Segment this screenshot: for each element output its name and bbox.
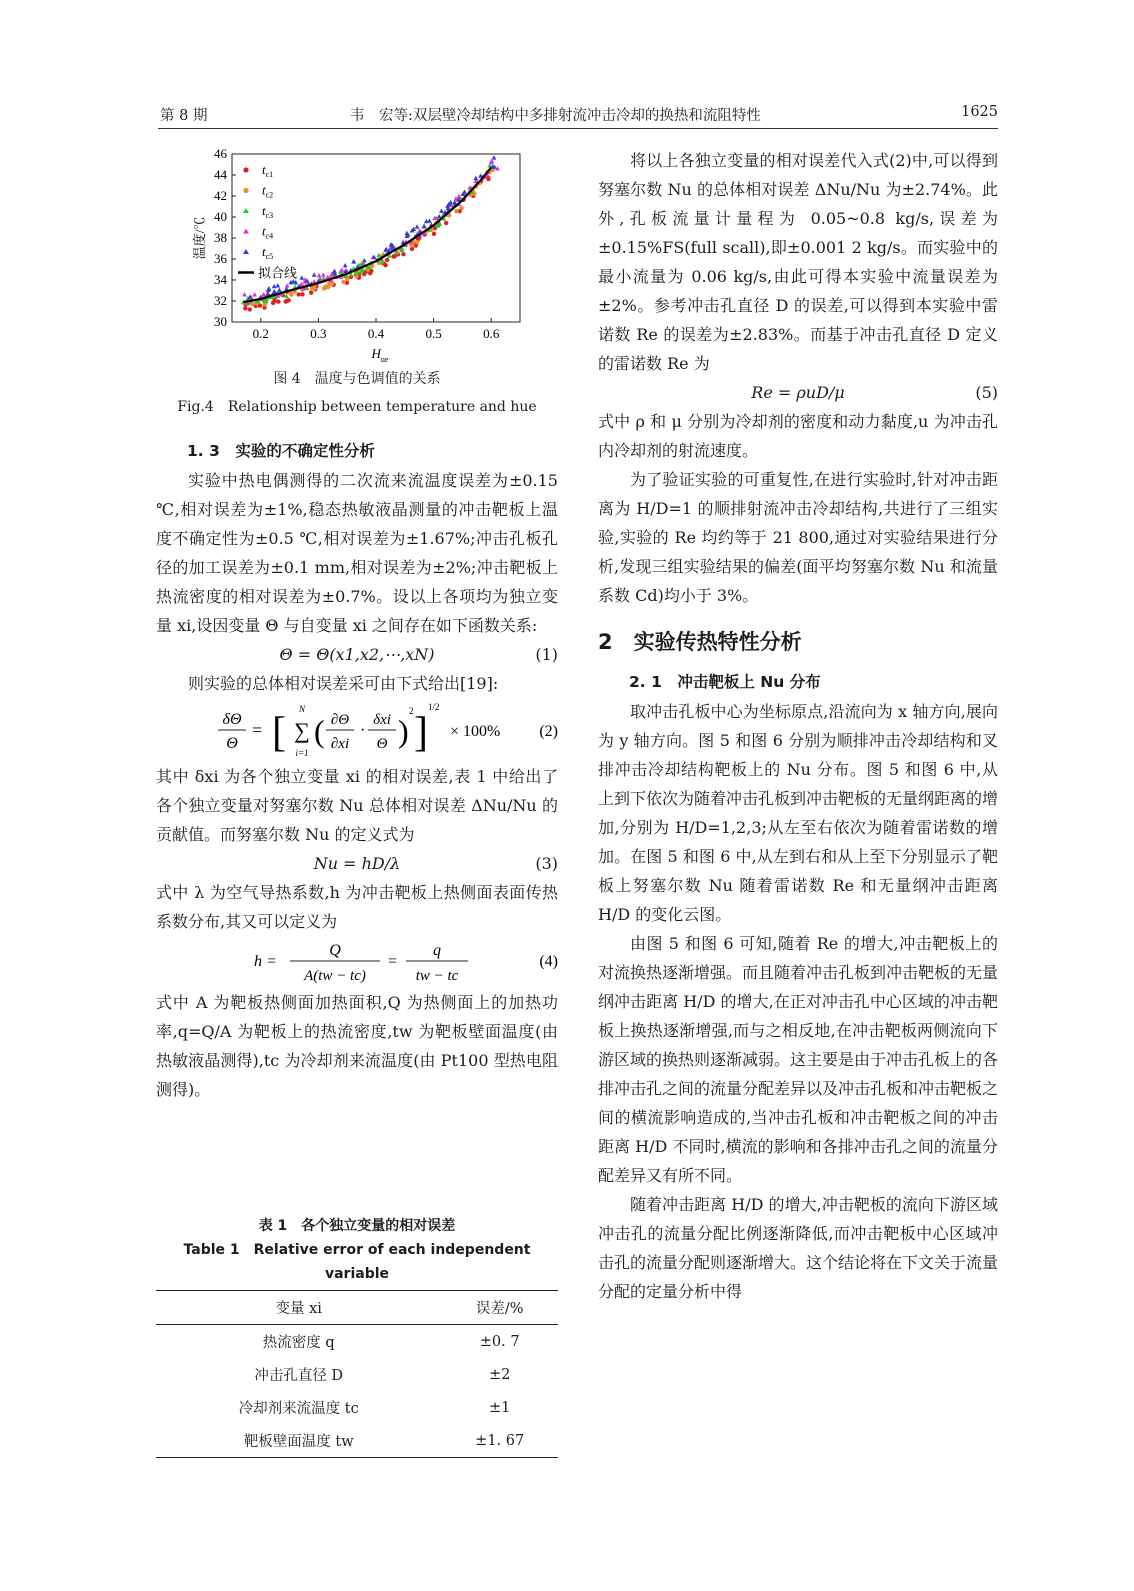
- eq4-equals: =: [388, 953, 398, 970]
- y-tick-label: 36: [214, 251, 227, 266]
- paragraph-repeatability: 为了验证实验的可重复性,在进行实验时,针对冲击距离为 H/D=1 的顺排射流冲击冷却结构,共进行了三组实验,实验的 Re 均约等于 21 800,通过对实验结果进行分析,发现三组实验结果的偏差(面平均努塞尔数 Nu 和流量系数 Cd)均小于 3%。: [598, 470, 998, 605]
- data-point: [250, 302, 254, 306]
- table-header-error: 误差/%: [475, 1301, 524, 1317]
- y-tick-label: 46: [214, 146, 227, 161]
- paragraph-uncertainty: 实验中热电偶测得的二次流来流温度误差为±0.15 ℃,相对误差为±1%,稳态热敏液晶测量的冲击靶板上温度不确定性为±0.5 ℃,相对误差为±1.67%;冲击孔板孔径的加工误差为±0.1 mm,相对误差为±2%;冲击靶板上热流密度的相对误差为±0.7%。设以上各项均为独立变量 xi,设因变量 Θ 与自变量 xi 之间存在如下函数关系:: [156, 471, 558, 635]
- running-header: [160, 104, 998, 126]
- data-point: [385, 258, 389, 262]
- y-tick-label: 42: [214, 188, 227, 203]
- eq2-square: 2: [409, 706, 414, 716]
- legend-label: $t_{c2}$: [262, 182, 274, 200]
- data-point: [276, 299, 280, 303]
- y-tick-label: 38: [214, 230, 227, 245]
- eq2-rel-num: δxi: [373, 712, 391, 728]
- table-cell: ±1. 67: [475, 1432, 525, 1449]
- header-rule: [158, 128, 998, 129]
- equation-1: [156, 640, 558, 669]
- eq2-pd-den: ∂xi: [330, 736, 350, 752]
- y-tick-label: 44: [214, 167, 227, 182]
- table-row: [156, 1325, 558, 1359]
- paragraph-symbols-re: 式中 ρ 和 μ 分别为冷却剂的密度和动力黏度,u 为冲击孔内冷却剂的射流速度。: [598, 412, 998, 460]
- paragraph-coordinates: 取冲击孔板中心为坐标原点,沿流向为 x 轴方向,展向为 y 轴方向。图 5 和图 6 分别为顺排冲击冷却结构和叉排冲击冷却结构靶板上的 Nu 分布。图 5 和图 6 中,从上到下依次为随着冲击孔板到冲击靶板的无量纲距离的增加,分别为 H/D=1,2,3;从左至右依次为随着雷诺数的增加。在图 5 和图 6 中,从左到右和从上至下分别显示了靶板上努塞尔数 Nu 随着雷诺数 Re 和无量纲冲击距离 H/D 的变化云图。: [598, 702, 999, 924]
- eq2-percent: × 100%: [450, 723, 501, 740]
- equation-3-formula: Nu = hD/λ: [313, 854, 401, 873]
- table-row: [156, 1424, 558, 1458]
- data-point: [401, 252, 405, 256]
- svg-text:·: ·: [360, 722, 366, 739]
- legend-label: 拟合线: [258, 265, 298, 281]
- section-heading-2-1: 2. 1 冲击靶板上 Nu 分布: [629, 673, 821, 691]
- eq4-den2: tw − tc: [415, 968, 459, 984]
- legend-label: $t_{c4}$: [262, 223, 274, 241]
- eq4-num1: Q: [329, 942, 341, 959]
- eq2-sum-bot: i=1: [295, 748, 309, 758]
- table-row: [156, 1391, 558, 1424]
- data-point: [327, 282, 331, 286]
- svg-text:∑: ∑: [294, 718, 310, 743]
- paragraph-flow-distribution: 随着冲击距离 H/D 的增大,冲击靶板的流向下游区域冲击孔的流量分配比例逐渐降低,而冲击靶板中心区域冲击孔的流量分配则逐渐增大。这个结论将在下文关于流量分配的定量分析中得: [598, 1195, 999, 1301]
- data-point: [309, 291, 313, 295]
- temperature-hue-chart: [160, 146, 560, 368]
- y-axis-label: 温度/℃: [192, 216, 207, 260]
- data-point: [300, 292, 304, 296]
- eq2-sum-top: N: [298, 704, 306, 714]
- equation-4-number: (4): [539, 953, 558, 970]
- svg-text:=: =: [252, 720, 263, 740]
- data-point: [383, 263, 387, 267]
- legend-marker: [243, 188, 248, 193]
- x-axis-label: $H_{ue}$: [371, 346, 389, 364]
- paragraph-nu-definition: 其中 δxi 为各个独立变量 xi 的相对误差,表 1 中给出了各个独立变量对努塞尔数 Nu 总体相对误差 ΔNu/Nu 的贡献值。而努塞尔数 Nu 的定义式为: [156, 767, 558, 844]
- figure-caption-en: Fig.4 Relationship between temperature and hue: [177, 399, 537, 415]
- equation-1-formula: Θ = Θ(x1,x2,⋯,xN): [279, 645, 435, 664]
- table-header-variable: 变量 xi: [275, 1301, 322, 1317]
- equation-5-formula: Re = ρuD/μ: [751, 383, 845, 402]
- section-heading-2: 2 实验传热特性分析: [598, 630, 802, 654]
- data-point: [444, 221, 448, 225]
- table-cell: 冷却剂来流温度 tc: [238, 1401, 359, 1417]
- x-tick-label: 0.2: [252, 326, 269, 341]
- equation-2-number: (2): [539, 723, 558, 740]
- table-cell: 靶板壁面温度 tw: [243, 1434, 354, 1450]
- data-point: [392, 254, 396, 258]
- table-header-row: [156, 1291, 558, 1325]
- equation-3-number: (3): [535, 854, 558, 873]
- data-point: [415, 240, 419, 244]
- data-point: [243, 306, 247, 310]
- page-number: 1625: [961, 104, 998, 120]
- svg-text:[: [: [272, 710, 286, 756]
- left-column: [156, 437, 558, 1104]
- issue-number: 第 8 期: [160, 108, 208, 124]
- paragraph-total-error: 则实验的总体相对误差采可由下式给出[19]:: [188, 674, 499, 693]
- equation-5-number: (5): [975, 383, 998, 402]
- equation-4: [156, 936, 558, 988]
- table-title-en: Table 1 Relative error of each independent variable: [183, 1242, 531, 1282]
- svg-text:(: (: [314, 713, 325, 749]
- equation-2: [156, 698, 558, 762]
- legend-label: $t_{c1}$: [262, 162, 274, 179]
- eq2-exponent: 1/2: [428, 702, 440, 712]
- paragraph-h-definition: 式中 λ 为空气导热系数,h 为冲击靶板上热侧面表面传热系数分布,其又可以定义为: [156, 883, 558, 931]
- data-point: [284, 299, 288, 303]
- data-point: [341, 280, 345, 284]
- running-title: 韦 宏等:双层壁冷却结构中多排射流冲击冷却的换热和流阻特性: [350, 108, 761, 124]
- table-cell: ±0. 7: [479, 1333, 520, 1350]
- equation-3: [156, 849, 558, 878]
- table-cell: 热流密度 q: [262, 1335, 335, 1351]
- table-1: [156, 1214, 558, 1458]
- equation-1-number: (1): [535, 645, 558, 664]
- svg-text:]: ]: [414, 710, 428, 756]
- y-tick-label: 32: [214, 293, 227, 308]
- x-tick-label: 0.6: [483, 326, 500, 341]
- y-tick-label: 40: [214, 209, 227, 224]
- eq4-num2: q: [433, 942, 441, 959]
- table-cell: ±1: [489, 1399, 511, 1416]
- svg-text:): ): [398, 713, 409, 749]
- error-table: [156, 1290, 558, 1458]
- eq2-lhs-den: Θ: [226, 735, 238, 752]
- x-tick-label: 0.5: [425, 326, 442, 341]
- figure-caption-cn: 图 4 温度与色调值的关系: [273, 371, 441, 387]
- eq2-lhs-num: δΘ: [222, 711, 242, 728]
- data-point: [432, 232, 436, 236]
- equation-5: [598, 378, 998, 407]
- data-point: [296, 292, 300, 296]
- data-point: [459, 206, 463, 210]
- eq4-den1: A(tw − tc): [304, 968, 366, 984]
- paragraph-symbols: 式中 A 为靶板热侧面加热面积,Q 为热侧面上的加热功率,q=Q/A 为靶板上的热流密度,tw 为靶板壁面温度(由热敏液晶测得),tc 为冷却剂来流温度(由 Pt100 型热电阻测得)。: [156, 993, 558, 1099]
- legend-marker: [243, 167, 248, 172]
- legend-label: $t_{c5}$: [262, 244, 274, 261]
- legend-label: $t_{c3}$: [262, 203, 274, 220]
- right-column: [598, 146, 998, 1306]
- paragraph-nu-trend: 由图 5 和图 6 可知,随着 Re 的增大,冲击靶板上的对流换热逐渐增强。而且随着冲击孔板到冲击靶板的无量纲冲击距离 H/D 的增大,在正对冲击孔中心区域的冲击靶板上换热逐渐增强,而与之相反地,在冲击靶板两侧流向下游区域的换热则逐渐减弱。这主要是由于冲击孔板上的各排冲击孔之间的流量分配差异以及冲击孔板和冲击靶板之间的横流影响造成的,当冲击孔板和冲击靶板之间的冲击距离 H/D 不同时,横流的影响和各排冲击孔之间的流量分配差异又有所不同。: [598, 934, 999, 1185]
- x-tick-label: 0.4: [367, 326, 385, 341]
- table-cell: 冲击孔直径 D: [254, 1368, 344, 1384]
- section-heading-1-3: 1. 3 实验的不确定性分析: [187, 442, 375, 460]
- y-tick-label: 34: [214, 272, 227, 287]
- table-title-cn: 表 1 各个独立变量的相对误差: [258, 1218, 456, 1234]
- table-cell: ±2: [489, 1366, 511, 1383]
- eq2-rel-den: Θ: [376, 736, 388, 752]
- paragraph-total-nu-error: 将以上各独立变量的相对误差代入式(2)中,可以得到努塞尔数 Nu 的总体相对误差 ΔNu/Nu 为±2.74%。此外,孔板流量计量程为 0.05~0.8 kg/s,误差为±0.15%FS(full scall),即±0.001 2 kg/s。而实验中的最小流量为 0.06 kg/s,由此可得本实验中流量误差为±2%。参考冲击孔直径 D 的误差,可以得到本实验中雷诺数 Re 的误差为±2.83%。而基于冲击孔直径 D 定义的雷诺数 Re 为: [598, 151, 998, 373]
- y-tick-label: 30: [214, 314, 227, 329]
- data-point: [454, 209, 458, 213]
- table-row: [156, 1358, 558, 1391]
- eq4-lhs: h =: [254, 953, 277, 970]
- data-point: [248, 307, 252, 311]
- eq2-pd-num: ∂Θ: [330, 712, 350, 728]
- x-tick-label: 0.3: [310, 326, 327, 341]
